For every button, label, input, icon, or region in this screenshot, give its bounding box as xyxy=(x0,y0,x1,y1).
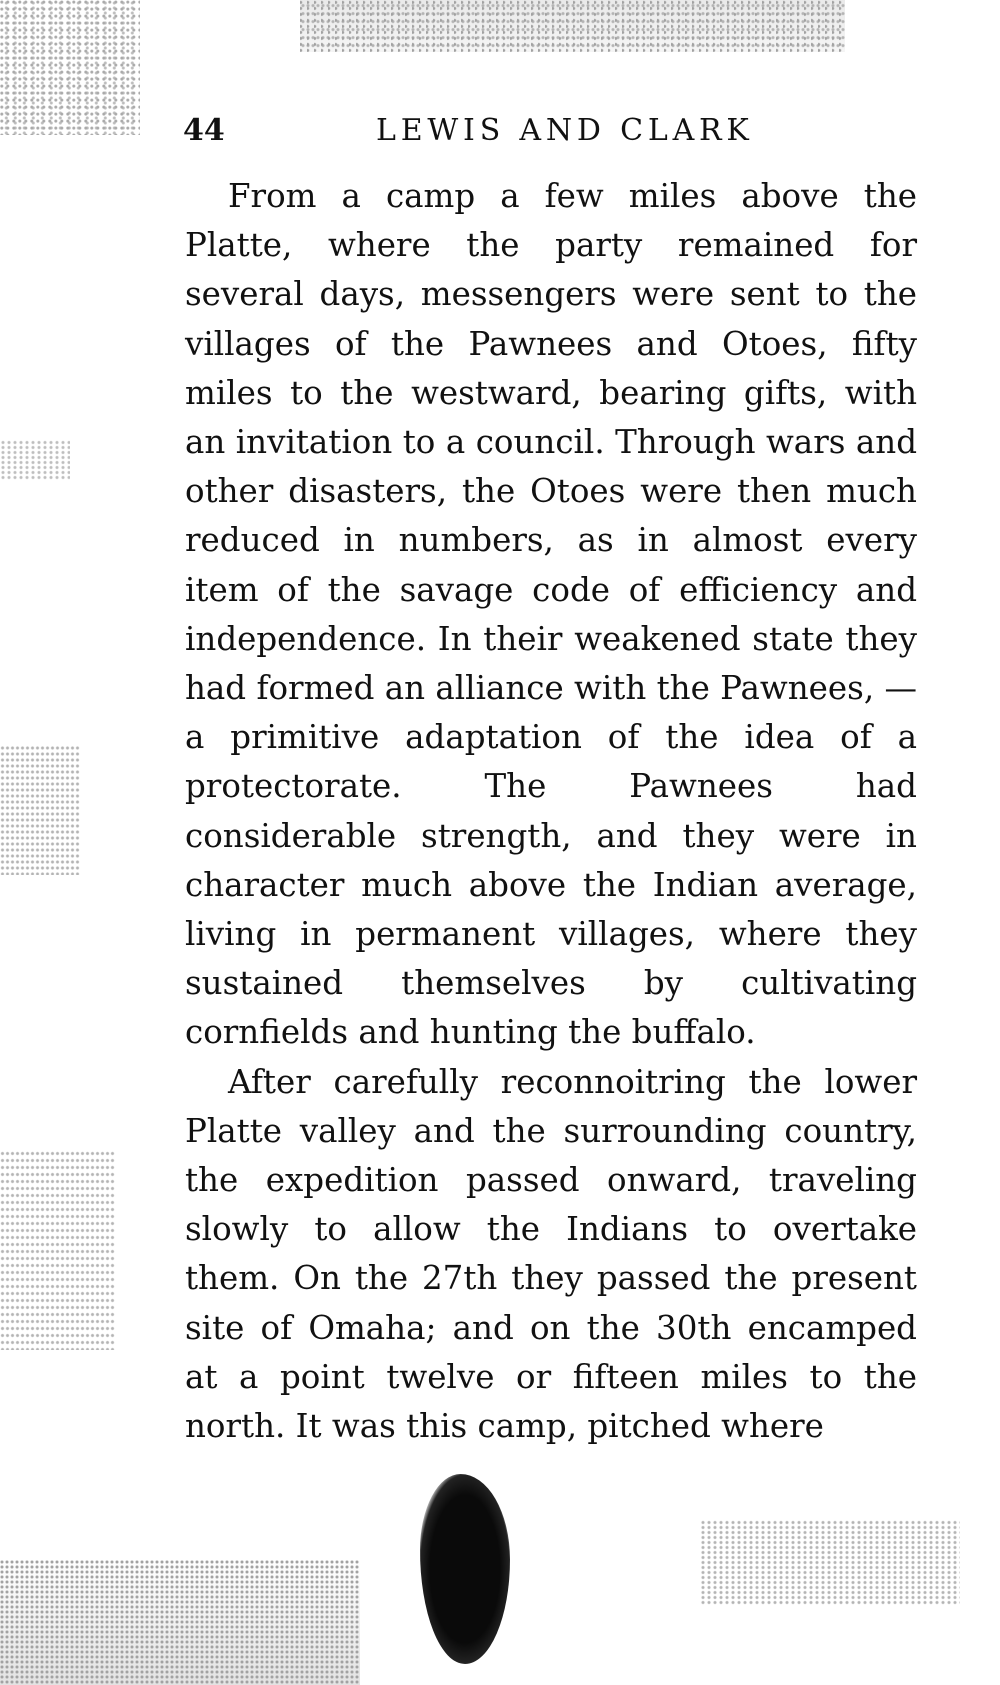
scan-noise xyxy=(0,0,140,135)
scan-noise xyxy=(300,0,845,52)
paragraph: From a camp a few miles above the Platte, where the party remained for several days, messengers were sent to the villages of the Pawnees and Otoes, fifty miles to the westward, bearing gifts, with an invitation to a council. Through wars and other disasters, the Otoes were then much reduced in numbers, as in almost every item of the savage code of efficiency and independence. In their weakened state they had formed an alliance with the Pawnees, — a primitive adaptation of the idea of a protectorate. The Pawnees had considerable strength, and they were in character much above the Indian average, living in permanent villages, where they sustained themselves by cultivating cornfields and hunting the buffalo. xyxy=(185,177,917,1052)
scan-noise xyxy=(700,1520,960,1605)
scan-noise xyxy=(0,1560,360,1685)
running-title: LEWIS AND CLARK xyxy=(376,113,754,148)
page-number: 44 xyxy=(183,113,225,148)
scan-noise xyxy=(0,745,80,875)
scan-noise xyxy=(0,440,70,480)
scan-noise xyxy=(0,1150,115,1350)
ink-blot xyxy=(420,1474,510,1664)
paragraph: After carefully reconnoitring the lower Platte valley and the surrounding country, the expedition passed onward, traveling slowly to allow the Indians to overtake them. On the 27th they passed the present site of Omaha; and on the 30th encamped at a point twelve or fifteen miles to the north. It was this camp, pitched where xyxy=(185,1062,917,1446)
body-text xyxy=(185,172,917,1451)
page-header xyxy=(183,113,918,153)
